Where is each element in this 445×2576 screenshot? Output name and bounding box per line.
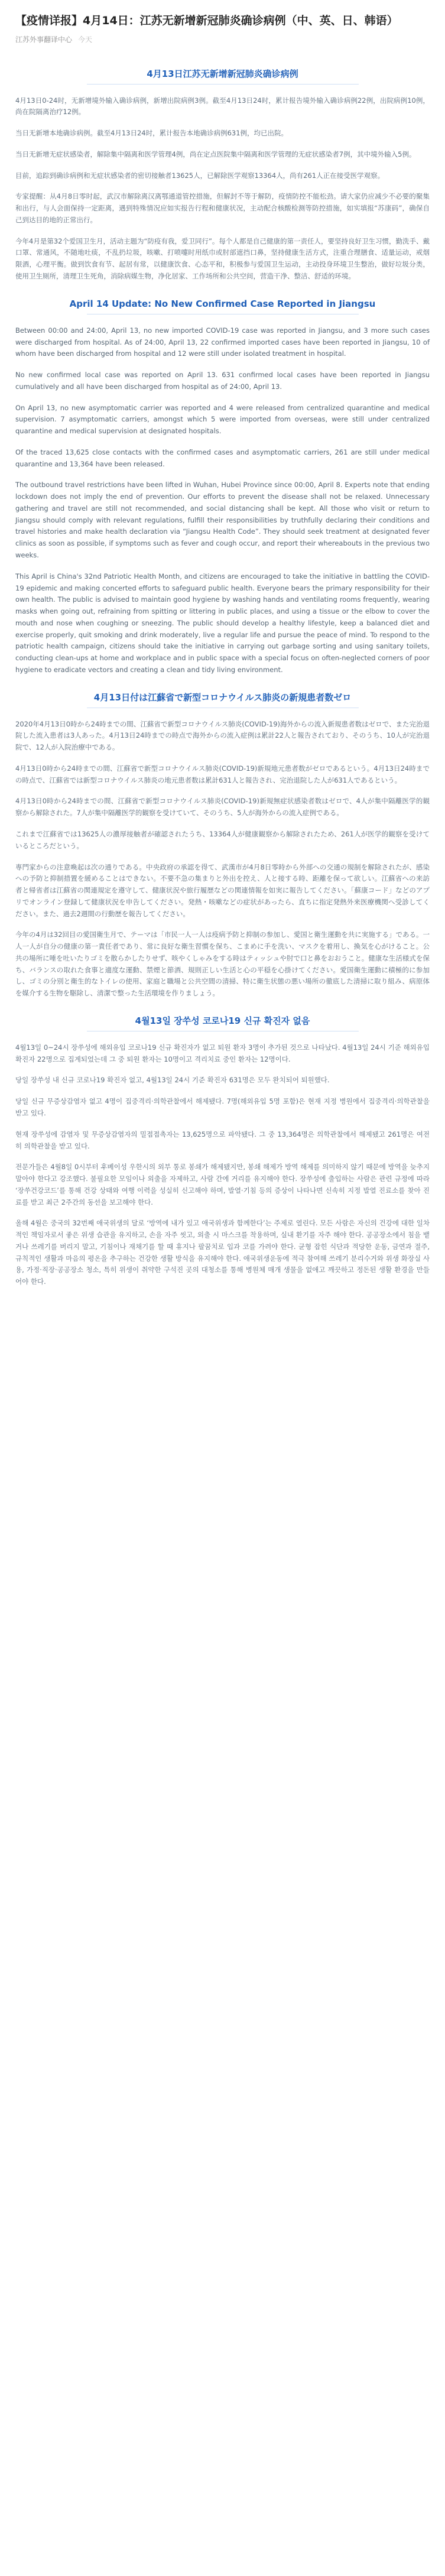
section-ja xyxy=(0,692,445,1000)
paragraph: No new confirmed local case was reported on April 13. 631 confirmed local cases have been reported in Jiangsu cumulatively and all have been discharged from hospital as of 24:00, April 13. xyxy=(15,371,430,391)
paragraph: 2020年4月13日0時から24時までの間、江蘇省で新型コロナウイルス肺炎(COVID-19)海外からの流入新規患者数はゼロで、また完治退院した流入患者は3人あった。4月13日24時までの時点で海外からの流入症例は累計22人と報告されており、そのうち、10人が完治退院で、12人が入院治療中である。 xyxy=(15,719,430,752)
paragraph: 専門家からの注意喚起は次の通りである。中央政府の承認を得て、武漢市が4月8日零時から外部への交通の規制を解除されたが、感染への予防と抑制措置を緩めることはできない。不要不急の集まりと外出を控え、人と接する時、距離を保って欲しい。江蘇省への来訪者と帰省者は江蘇省の関連規定を遵守して、健康状況や旅行履歴などの関連情報を如実に報告してください。「蘇康コード」などのアプリでオンライン登録して健康状況を申告してください。発熱・咳嗽などの症状があったら、直ちに指定発熱外来医療機関へ受診してください。また、過去2週間の行動歴を報告してください。 xyxy=(15,862,430,918)
section-title: 4월13일 장쑤성 코로나19 신규 확진자 없음 xyxy=(15,1015,430,1031)
paragraph: 4月13日0-24时，无新增境外输入确诊病例，新增出院病例3例。截至4月13日24时，累计报告境外输入确诊病例22例，出院病例10例，尚在院隔离治疗12例。 xyxy=(15,96,430,116)
section-title: April 14 Update: No New Confirmed Case Reported in Jiangsu xyxy=(15,298,430,314)
paragraph: 4월13일 0~24시 장쑤성에 해외유입 코로나19 신규 확진자가 없고 퇴원 환자 3명이 추가된 것으로 나타났다. 4월13일 24시 기준 해외유입 확진자 22명으로 집계되었는데 그 중 퇴원 환자는 10명이고 격리치료 중인 환자는 12명이다. xyxy=(15,1043,430,1063)
paragraph: 4月13日0時から24時までの間、江蘇省で新型コロナウイルス肺炎(COVID-19)新規地元患者数がゼロであるという。4月13日24時までの時点で、江蘇省では新型コロナウイルス肺炎の地元患者数は累計631人と報告され、完治退院した人が631人であるという。 xyxy=(15,764,430,784)
paragraph: On April 13, no new asymptomatic carrier was reported and 4 were released from centralized quarantine and medical supervision. 7 asymptomatic carriers, amongst which 5 were imported from overseas, were still under centralized quarantine and medical supervision at designated hospitals. xyxy=(15,403,430,436)
paragraph: 目前，追踪到确诊病例和无症状感染者的密切接触者13625人，已解除医学观察13364人，尚有261人正在接受医学观察。 xyxy=(15,171,385,180)
paragraph: 올해 4월은 중국의 32번째 애국위생의 달로 ‘방역에 내가 있고 애국위생과 함께한다’는 주제로 열린다. 모든 사람은 자신의 건강에 대한 일차적인 책임자로서 좋은 위생 습관을 유지하고, 손을 자주 씻고, 외출 시 마스크를 착용하며, 실내 환기를 자주 해야 한다. 공공장소에서 침을 뱉거나 쓰레기를 버리지 말고, 기침이나 재채기를 할 때 휴지나 팔꿈치로 입과 코를 가려야 한다. 균형 잡힌 식단과 적당한 운동, 금연과 절주, 규칙적인 생활과 마음의 평온을 추구하는 건강한 생활 방식을 유지해야 한다. 애국위생운동에 적극 참여해 쓰레기 분리수거와 위생 화장실 사용, 가정·직장·공공장소 청소, 특히 위생이 취약한 구석진 곳의 대청소를 통해 병원체 매개 생물을 없애고 깨끗하고 정돈된 생활 환경을 만들어야 한다. xyxy=(15,1219,430,1286)
section-title: 4月13日江苏无新增新冠肺炎确诊病例 xyxy=(15,68,430,85)
account-name-link[interactable]: 江苏外事翻译中心 xyxy=(15,35,73,44)
paragraph: Of the traced 13,625 close contacts with the confirmed cases and asymptomatic carriers, 261 are still under medical quarantine and 13,364 have been released. xyxy=(15,447,430,468)
paragraph: The outbound travel restrictions have been lifted in Wuhan, Hubei Province since 00:00, April 8. Experts note that ending lockdown does not imply the end of prevention. Our efforts to prevent the disease shall not be relaxed. Unnecessary gathering and travel are still not recommended, and social distancing shall be kept. All those who visit or return to Jiangsu should comply with relevant regulations, fulfill their responsibilities by truthfully declaring their conditions and travel histories and make health declaration via “Jiangsu Health Code”. They should seek treatment at designated fever clinics as soon as possible, if symptoms such as fever and cough occur, and report their whereabouts in the previous two weeks. xyxy=(15,481,430,559)
article-meta xyxy=(15,34,430,44)
paragraph: 4月13日0時から24時までの間、江蘇省で新型コロナウイルス肺炎(COVID-19)新規無症状感染者数はゼロで、4人が集中隔離医学的観察から解除された。7人が集中隔離医学的観察を受けていて、そのうち、5人が海外からの流入症例である。 xyxy=(15,797,430,817)
article-title: 【疫情详报】4月14日：江苏无新增新冠肺炎确诊病例（中、英、日、韩语） xyxy=(15,14,398,27)
section-zh xyxy=(0,68,445,283)
title-underline xyxy=(87,84,359,85)
paragraph: 현재 장쑤성에 감염자 및 무증상감염자의 밀접접촉자는 13,625명으로 파악됐다. 그 중 13,364명은 의학관찰에서 해제됐고 261명은 여전히 의학관찰을 받고 있다. xyxy=(15,1130,430,1150)
paragraph: これまで江蘇省では13625人の濃厚接触者が確認されたうち、13364人が健康観察から解除されたため、261人が医学的観察を受けているところだという。 xyxy=(15,830,430,850)
article-header xyxy=(0,0,445,53)
paragraph: 당일 신규 무증상감염자 없고 4명이 집중격리·의학관찰에서 해제됐다. 7명(해외유입 5명 포함)은 현재 지정 병원에서 집중격리·의학관찰을 받고 있다. xyxy=(15,1097,430,1118)
paragraph: 전문가들은 4월8일 0시부터 후베이성 우한시의 외부 통로 봉쇄가 해제됐지만, 봉쇄 해제가 방역 해제를 의미하지 않기 때문에 방역을 늦추지 말아야 한다고 강조했다. 불필요한 모임이나 외출을 자제하고, 사람 간에 거리를 유지해야 한다. 장쑤성에 출입하는 사람은 관련 규정에 따라 ‘장쑤건강코드’를 통해 건강 상태와 여행 이력을 성실히 신고해야 하며, 발열·기침 등의 증상이 나타나면 신속히 지정 발열 진료소를 찾아 진료를 받고 최근 2주간의 동선을 보고해야 한다. xyxy=(15,1163,430,1206)
paragraph: 专家提醒：从4月8日零时起，武汉市解除离汉离鄂通道管控措施，但解封不等于解防，疫情防控不能松劲。请大家仍应减少不必要的聚集和出行，与人会面保持一定距离，遇到特殊情况应如实报告行程和健康状况，主动配合核酸检测等防控措施，如实填报“苏康码”，确保自己到达目的地的正常出行。 xyxy=(15,192,430,224)
paragraph: 今年4月是第32个爱国卫生月，活动主题为“防疫有我，爱卫同行”。每个人都是自己健康的第一责任人，要坚持良好卫生习惯，勤洗手、戴口罩、常通风，不随地吐痰，不乱扔垃圾，咳嗽、打喷嚏时用纸巾或肘部遮挡口鼻，坚持健康生活方式，注重合理膳食、适量运动，戒烟限酒，心理平衡。做到饮食有节、起居有常，以健康饮食、心态平和，积极参与爱国卫生运动，主动投身环境卫生整治，做好垃圾分类，使用卫生厕所，清理卫生死角，消除病媒生物，净化居家、工作场所和公共空间，营造干净、整洁、舒适的环境。 xyxy=(15,236,430,280)
paragraph: 当日无新增本地确诊病例。截至4月13日24时，累计报告本地确诊病例631例，均已出院。 xyxy=(15,129,288,138)
section-title: 4月13日付は江蘇省で新型コロナウイルス肺炎の新規患者数ゼロ xyxy=(15,692,430,708)
paragraph: 당일 장쑤성 내 신규 코로나19 확진자 없고, 4월13일 24시 기준 확진자 631명은 모두 완치되어 퇴원했다. xyxy=(15,1076,330,1085)
paragraph: Between 00:00 and 24:00, April 13, no new imported COVID-19 case was reported in Jiangsu, and 3 more such cases were discharged from hospital. As of 24:00, April 13, 22 confirmed imported cases have been reported in Jiangsu, 10 of whom have been discharged from hospital and 12 were still under isolated treatment in hospital. xyxy=(15,326,430,358)
paragraph: This April is China's 32nd Patriotic Health Month, and citizens are encouraged to take the initiative in battling the COVID-19 epidemic and making concerted efforts to safeguard public health. Everyone bears the primary responsibility for their own health. The public is advised to maintain good hygiene by washing hands and ventilating rooms frequently, wearing masks when going out, refraining from spitting or littering in public places, and using a tissue or the elbow to cover the mouth and nose when coughing or sneezing. The public should develop a healthy lifestyle, keep a balanced diet and exercise properly, quit smoking and drink moderately, live a regular life and pursue the peace of mind. To respond to the patriotic health campaign, citizens should take the initiative in carrying out garbage sorting and using sanitary toilets, conducting clean-ups at home and workplace and in public space with a special focus on often-neglected corners of poor hygiene to eradicate vectors and creating a clean and tidy living environment. xyxy=(15,572,430,674)
section-ko xyxy=(0,1015,445,1288)
publish-date: 今天 xyxy=(78,35,93,44)
paragraph: 今年の4月は32回目の愛国衛生月で、テーマは「市民一人一人は疫病予防と抑制の参加し、愛国と衛生運動を共に実施する」である。一人一人が自分の健康の第一責任者であり、常に良好な衛生習慣を保ち、こまめに手を洗い、マスクを着用し、換気を心がけること。公共の場所に唾を吐いたりゴミを散らかしたりせず、咳やくしゃみをする時はティッシュや肘で口と鼻をおおうこと。健康な生活様式を保ち、バランスの取れた食事と適度な運動、禁煙と節酒、規則正しい生活と心の平穏を心掛けてください。愛国衛生運動に積極的に参加し、ゴミの分別と衛生的なトイレの使用、家庭と職場と公共空間の清掃、特に衛生状態の悪い場所の徹底した清掃に取り組み、病原体を媒介する生物を駆除し、清潔で整った生活環境を作りましょう。 xyxy=(15,930,430,998)
section-en xyxy=(0,298,445,676)
paragraph: 当日无新增无症状感染者，解除集中隔离和医学管理4例，尚在定点医院集中隔离和医学管理的无症状感染者7例，其中境外输入5例。 xyxy=(15,150,416,158)
